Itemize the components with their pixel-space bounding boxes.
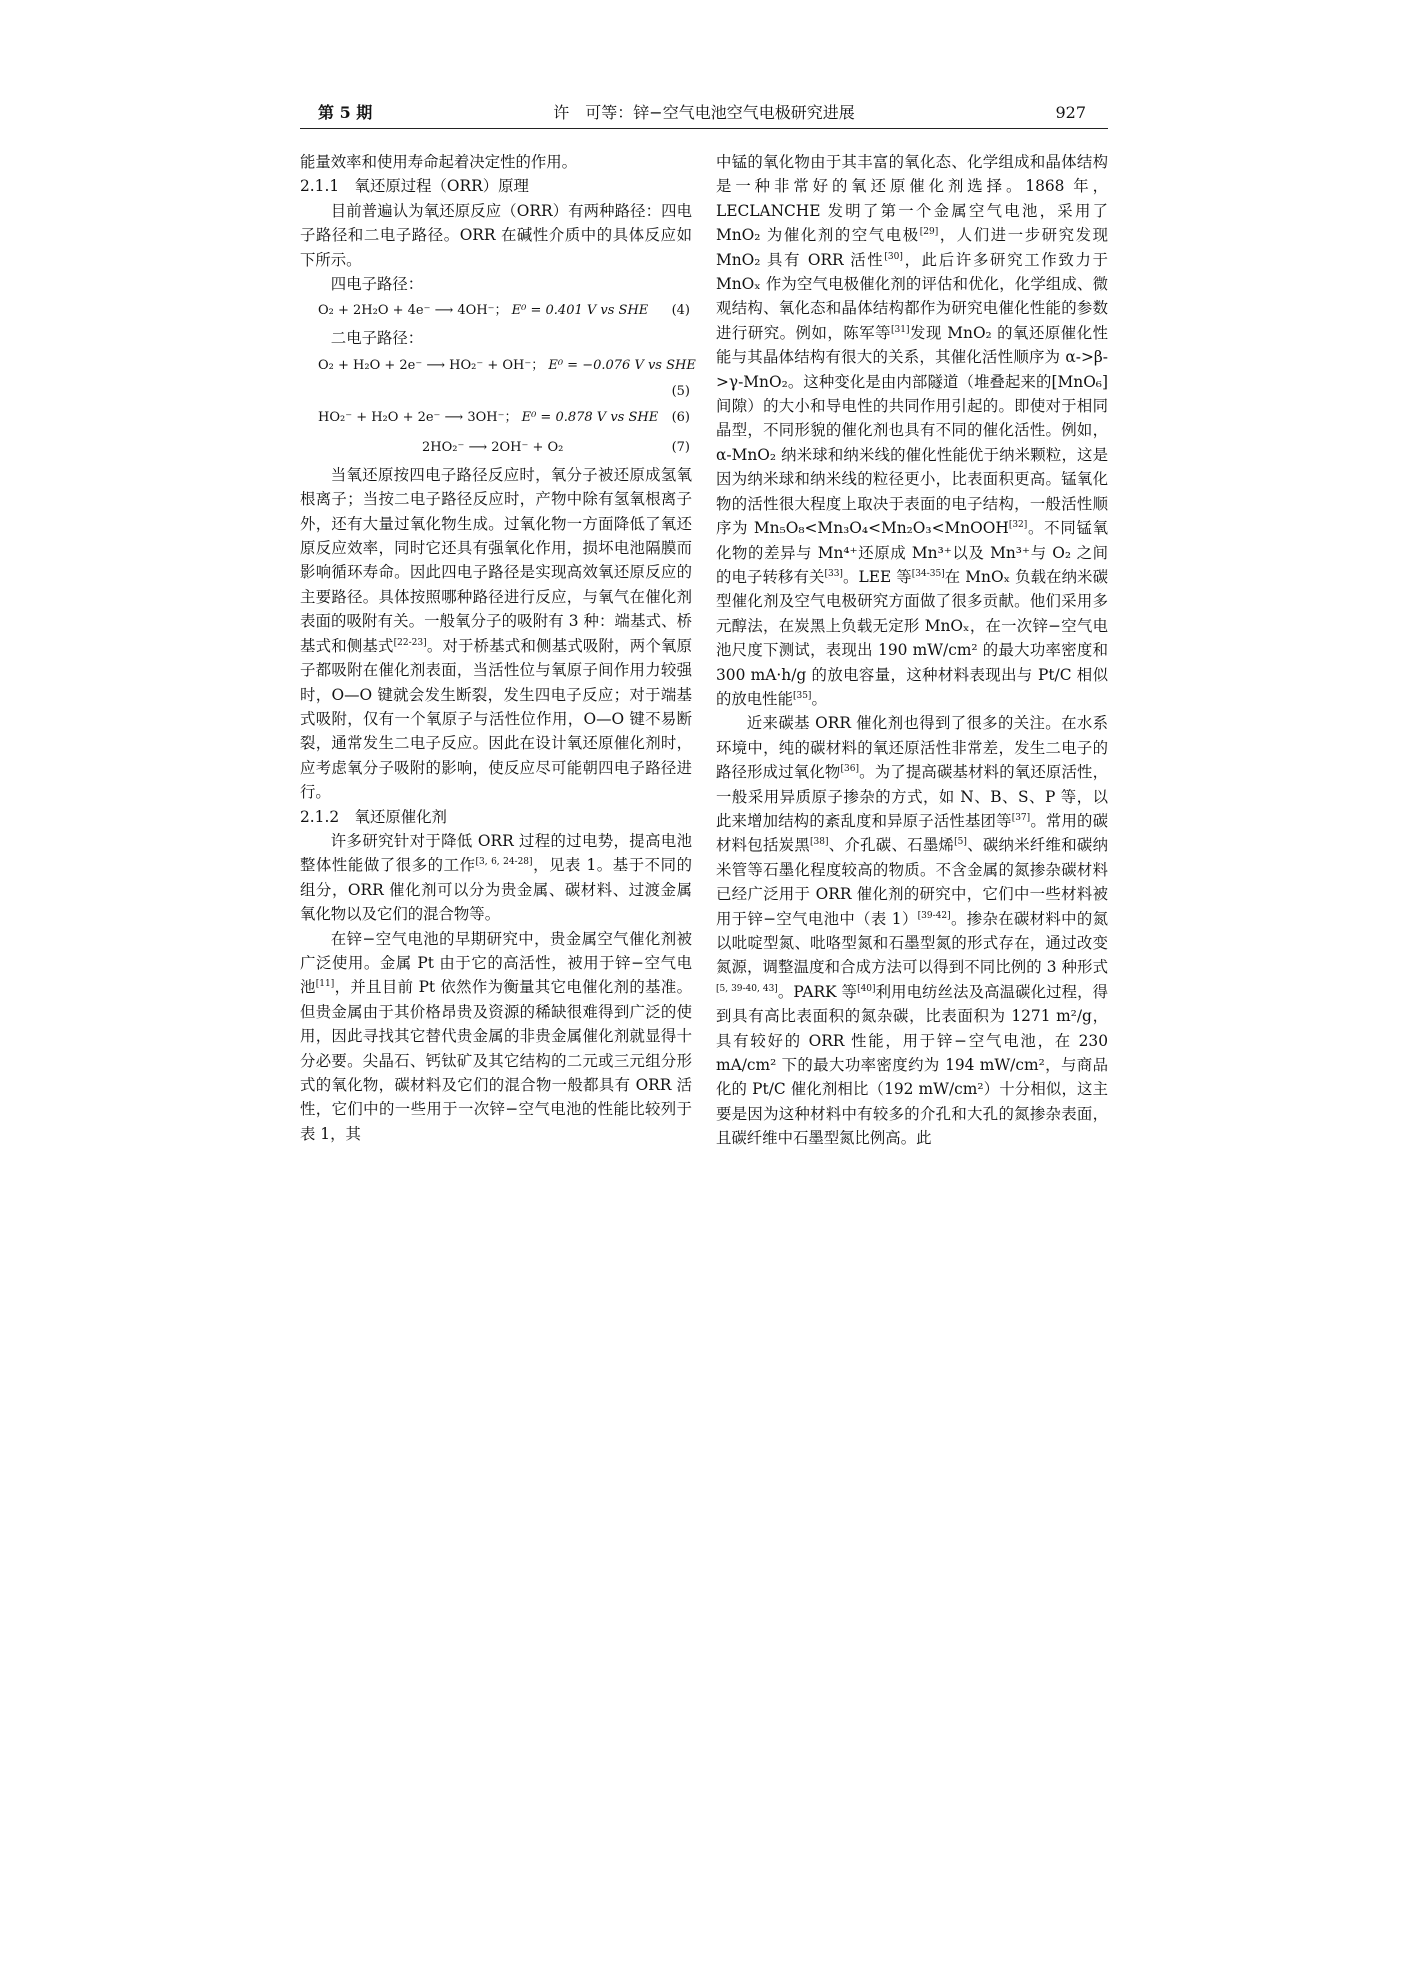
paragraph-orr-paths: 目前普遍认为氧还原反应（ORR）有两种路径：四电子路径和二电子路径。ORR 在碱性介质中的具体反应如下所示。: [300, 201, 692, 269]
equation-7-number: (7): [671, 439, 690, 455]
equation-4-number: (4): [671, 303, 690, 319]
equation-5-number: (5): [671, 383, 690, 399]
equation-6-number: (6): [671, 409, 690, 425]
paragraph-noble-metal: 在锌−空气电池的早期研究中，贵金属空气催化剂被广泛使用。金属 Pt 由于它的高活性，被用于锌−空气电池[11]，并且目前 Pt 依然作为衡量其它电催化剂的基准。但贵金属由于其价格昂贵及资源的稀缺很难得到广泛的使用，因此寻找其它替代贵金属的非贵金属催化剂就显得十分必要。尖晶石、钙钛矿及其它结构的二元或三元组分形式的氧化物，碳材料及它们的混合物一般都具有 ORR 活性，它们中的一些用于一次锌−空气电池的性能比较列于表 1，其: [300, 929, 692, 1143]
paragraph-adsorption: 当氧还原按四电子路径反应时，氧分子被还原成氢氧根离子；当按二电子路径反应时，产物中除有氢氧根离子外，还有大量过氧化物生成。过氧化物一方面降低了氧还原反应效率，同时它还具有强氧化作用，损坏电池隔膜而影响循环寿命。因此四电子路径是实现高效氧还原反应的主要路径。具体按照哪种路径进行反应，与氧气在催化剂表面的吸附有关。一般氧分子的吸附有 3 种：端基式、桥基式和侧基式[22-23]。对于桥基式和侧基式吸附，两个氧原子都吸附在催化剂表面，当活性位与氧原子间作用力较强时，O—O 键就会发生断裂，发生四电子反应；对于端基式吸附，仅有一个氧原子与活性位作用，O—O 键不易断裂，通常发生二电子反应。因此在设计氧还原催化剂时，应考虑氧分子吸附的影响，使反应尽可能朝四电子路径进行。: [300, 465, 692, 802]
article-running-title: 许 可等：锌−空气电池空气电极研究进展: [553, 103, 855, 122]
equation-5-number-row: [300, 381, 692, 403]
equation-7-body: 2HO₂⁻ ⟶ 2OH⁻ + O₂: [422, 439, 564, 455]
left-column: [300, 150, 696, 1146]
section-heading-2-1-1: 2.1.1 氧还原过程（ORR）原理: [300, 177, 529, 196]
right-column: [716, 150, 1108, 1151]
running-header: [300, 98, 1108, 128]
paragraph-manganese-oxides: 中锰的氧化物由于其丰富的氧化态、化学组成和晶体结构是一种非常好的氧还原催化剂选择。1868 年，LECLANCHE 发明了第一个金属空气电池，采用了 MnO₂ 为催化剂的空气电极[29]，人们进一步研究发现 MnO₂ 具有 ORR 活性[30]，此后许多研究工作致力于 MnOₓ 作为空气电极催化剂的评估和优化，化学组成、微观结构、氧化态和晶体结构都作为研究电催化性能的参数进行研究。例如，陈军等[31]发现 MnO₂ 的氧还原催化性能与其晶体结构有很大的关系，其催化活性顺序为 α->β->γ-MnO₂。这种变化是由内部隧道（堆叠起来的[MnO₆]间隙）的大小和导电性的共同作用引起的。即使对于相同晶型，不同形貌的催化剂也具有不同的催化活性。例如，α-MnO₂ 纳米球和纳米线的催化性能优于纳米颗粒，这是因为纳米球和纳米线的粒径更小，比表面积更高。锰氧化物的活性很大程度上取决于表面的电子结构，一般活性顺序为 Mn₅O₈<Mn₃O₄<Mn₂O₃<MnOOH[32]。不同锰氧化物的差异与 Mn⁴⁺还原成 Mn³⁺以及 Mn³⁺与 O₂ 之间的电子转移有关[33]。LEE 等[34-35]在 MnOₓ 负载在纳米碳型催化剂及空气电极研究方面做了很多贡献。他们采用多元醇法，在炭黑上负载无定形 MnOₓ，在一次锌−空气电池尺度下测试，表现出 190 mW/cm² 的最大功率密度和 300 mA·h/g 的放电容量，这种材料表现出与 Pt/C 相似的放电性能[35]。: [716, 153, 1108, 708]
two-electron-label: 二电子路径：: [330, 329, 424, 348]
citation: [3, 6, 24-28]: [475, 857, 533, 868]
four-electron-label: 四电子路径：: [330, 275, 424, 294]
equation-4-body: O₂ + 2H₂O + 4e⁻ ⟶ 4OH⁻； E⁰ = 0.401 V vs SHE: [318, 303, 649, 319]
issue-number: 第 5 期: [318, 103, 373, 122]
equation-7: [300, 433, 692, 463]
header-rule: [300, 128, 1108, 129]
citation: [22-23]: [393, 637, 427, 648]
equation-6-body: HO₂⁻ + H₂O + 2e⁻ ⟶ 3OH⁻； E⁰ = 0.878 V vs SHE: [318, 409, 659, 425]
paragraph-continuation: 能量效率和使用寿命起着决定性的作用。: [300, 153, 578, 171]
paragraph-carbon-catalysts: 近来碳基 ORR 催化剂也得到了很多的关注。在水系环境中，纯的碳材料的氧还原活性非常差，发生二电子的路径形成过氧化物[36]。为了提高碳基材料的氧还原活性，一般采用异质原子掺杂的方式，如 N、B、S、P 等，以此来增加结构的紊乱度和异原子活性基团等[37]。常用的碳材料包括炭黑[38]、介孔碳、石墨烯[5]、碳纳米纤维和碳纳米管等石墨化程度较高的物质。不含金属的氮掺杂碳材料已经广泛用于 ORR 催化剂的研究中，它们中一些材料被用于锌−空气电池中（表 1）[39-42]。掺杂在碳材料中的氮以吡啶型氮、吡咯型氮和石墨型氮的形式存在，通过改变氮源，调整温度和合成方法可以得到不同比例的 3 种形式[5, 39-40, 43]。PARK 等[40]利用电纺丝法及高温碳化过程，得到具有高比表面积的氮杂碳，比表面积为 1271 m²/g，具有较好的 ORR 性能，用于锌−空气电池，在 230 mA/cm² 下的最大功率密度约为 194 mW/cm²，与商品化的 Pt/C 催化剂相比（192 mW/cm²）十分相似，这主要是因为这种材料中有较多的介孔和大孔的氮掺杂表面，且碳纤维中石墨型氮比例高。此: [716, 714, 1108, 1148]
equation-6: [300, 403, 692, 433]
equation-5: [300, 351, 696, 381]
section-heading-2-1-2: 2.1.2 氧还原催化剂: [300, 807, 447, 826]
page-number: 927: [1055, 103, 1086, 122]
equation-5-body: O₂ + H₂O + 2e⁻ ⟶ HO₂⁻ + OH⁻； E⁰ = −0.076 V vs SHE: [318, 357, 696, 373]
paragraph-catalysts: 许多研究针对于降低 ORR 过程的过电势，提高电池整体性能做了很多的工作[3, 6, 24-28]，见表 1。基于不同的组分，ORR 催化剂可以分为贵金属、碳材料、过渡金属氧化物以及它们的混合物等。: [300, 831, 692, 924]
citation: [11]: [315, 979, 335, 990]
equation-4: [300, 296, 692, 326]
